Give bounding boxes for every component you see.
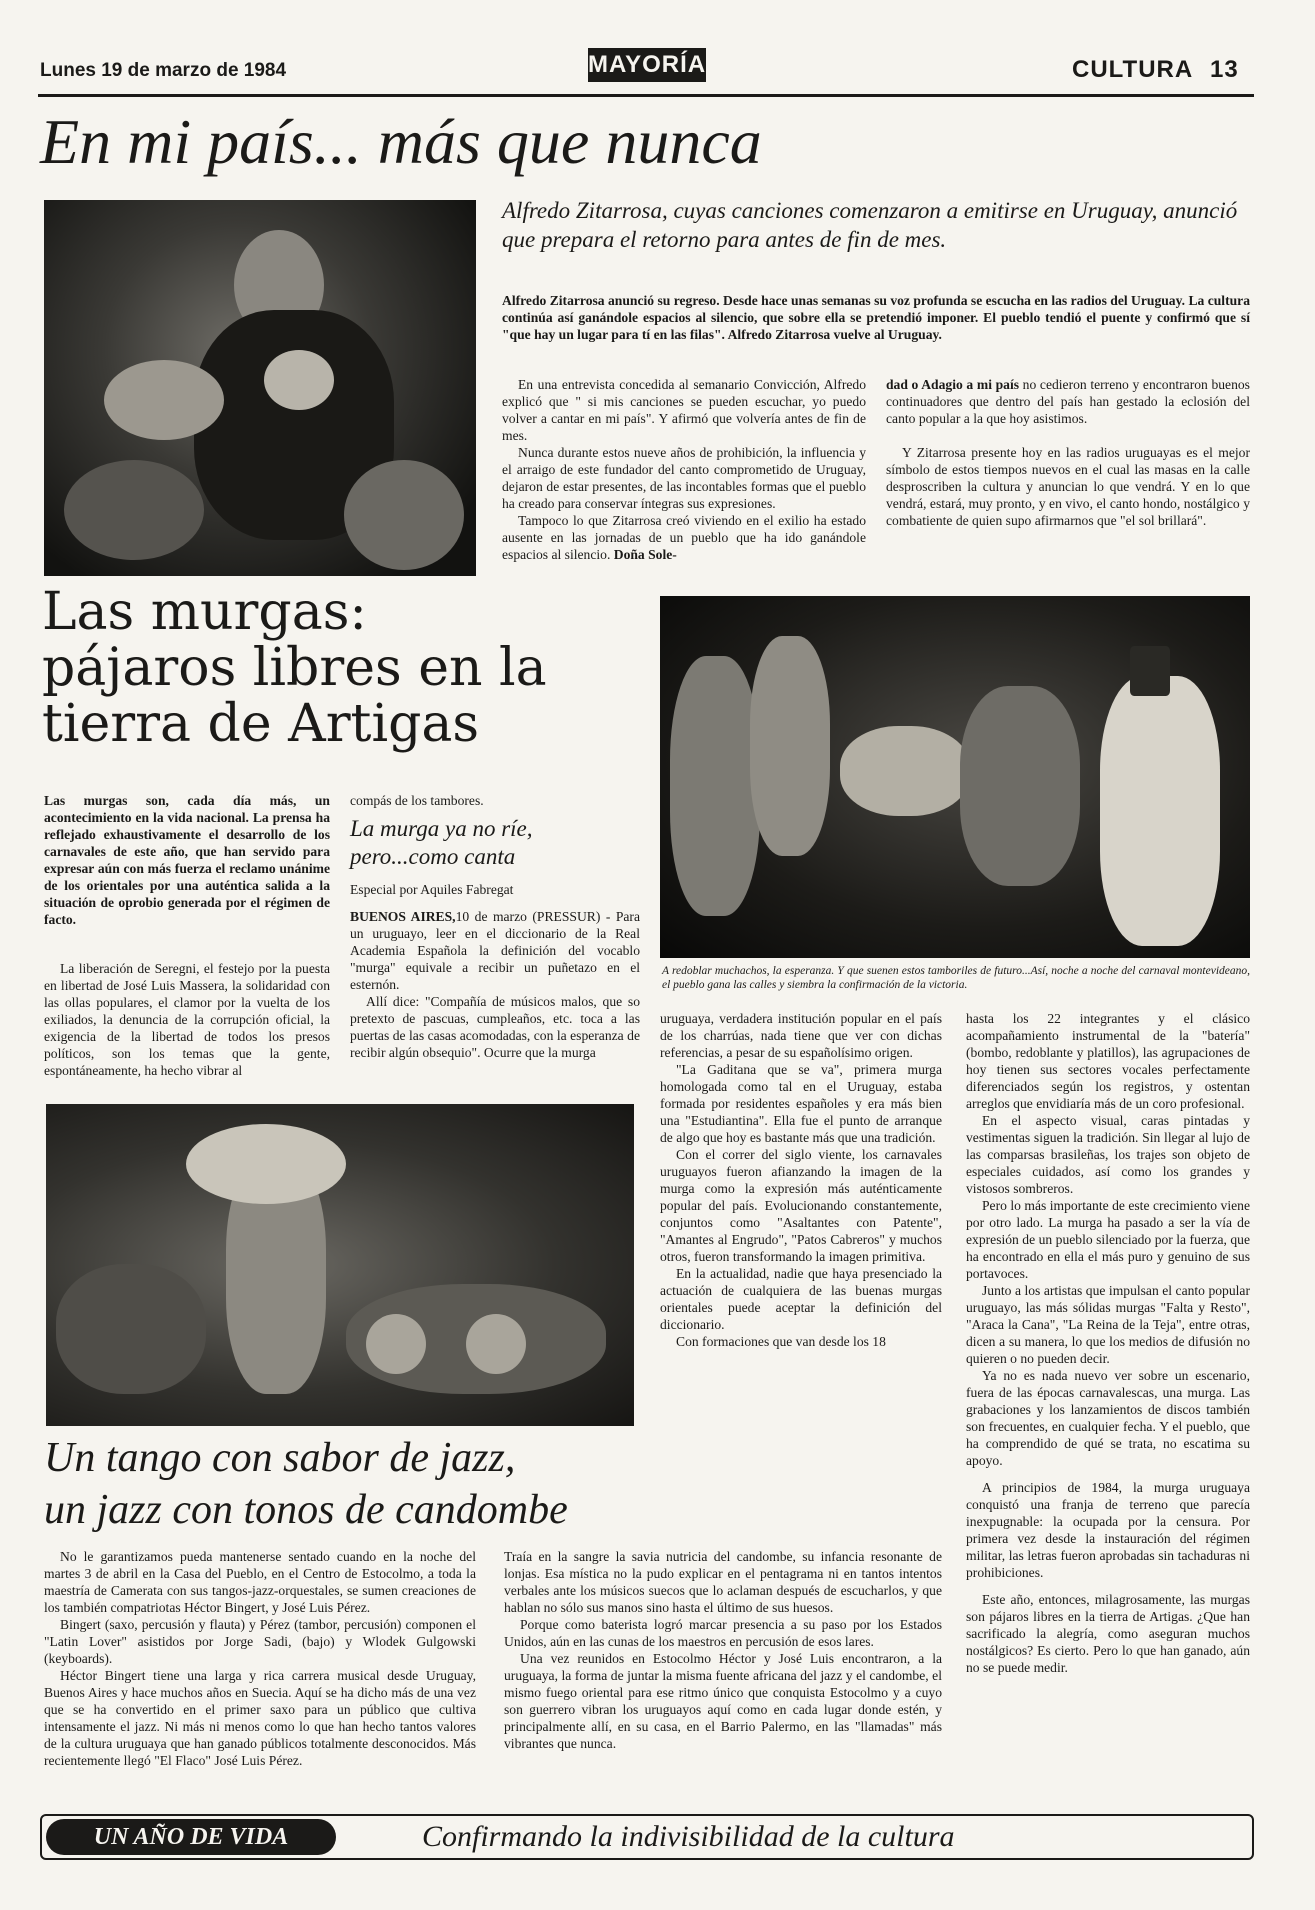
murgas-paragraph: uruguaya, verdadera institución popular en el país de los charrúas, nada tiene que ver con dichas referencias, a pesar de su españolísimo origen. [660,1011,942,1060]
murgas-paragraph: Junto a los artistas que impulsan el canto popular uruguayo, las más sólidas murgas "Falta y Resto", "Araca la Cana", "La Reina de la Teja", entre otras, dicen a su manera, lo que los medios de difusión no quieren o no pueden decir. [966,1283,1250,1366]
murga-drummers-photo [660,596,1250,958]
murgas-paragraph: La liberación de Seregni, el festejo por la puesta en libertad de José Luis Massera, la solidaridad con las ollas populares, el clamor por la vuelta de los exiliados, la denuncia de la corrupción oficial, la exigencia de la libertad de todos los presos políticos, son los temas que la gente, espontáneamente, ha hecho vibrar al [44,961,330,1078]
murgas-paragraph: A principios de 1984, la murga uruguaya conquistó una franja de terreno que parecía inexpugnable: la ocupada por la censura. Por primera vez desde la instauración del régimen militar, las letras fueron aprobadas sin tachaduras ni prohibiciones. [966,1480,1250,1580]
murgas-paragraph: Este año, entonces, milagrosamente, las murgas son pájaros libres en la tierra de Artigas. ¿Que han sacrificado la alegría, como aseguran muchos nostálgicos? Es cierto. Pero lo que han ganado, aún no se puede medir. [966,1592,1250,1675]
murgas-col-4 [966,1010,1250,1676]
masthead-logo [588,48,706,82]
zitarrosa-paragraph: Y Zitarrosa presente hoy en las radios uruguayas es el mejor símbolo de estos tiempos nuevos en el cual las masas en la calle desproscriben la cultura y anuncian lo que vendrá. Y en lo que vendrá, estará, muy pronto, y en vivo, el canto hondo, nostálgico y combatiente de quien supo afirmarnos que "el sol brillará". [886,445,1250,528]
murgas-dateline: BUENOS AIRES, [350,909,456,924]
zitarrosa-bold-tail: Doña Sole- [613,547,677,562]
tango-paragraph: Porque como baterista logró marcar presencia a su paso por los Estados Unidos, aún en las cunas de los maestros en percusión de esos lares. [504,1617,942,1649]
zitarrosa-paragraph: En una entrevista concedida al semanario Convicción, Alfredo explicó que " si mis canciones se pueden escuchar, yo puedo volver a cantar en mi país". Y afirmó que volvería antes de fin de mes. [502,377,866,443]
murgas-paragraph: Ya no es nada nuevo ver sobre un escenario, fuera de las épocas carnavalescas, una murga. Las grabaciones y los lanzamientos de discos también son frecuentes, en cualquier fecha. Y el pueblo, que ha comprendido de qué se trata, no escatima su apoyo. [966,1368,1250,1468]
zitarrosa-col-1 [502,376,866,563]
murga-photo-caption: A redoblar muchachos, la esperanza. Y que suenen estos tamboriles de futuro...Así, noche a noche del carnaval montevideano, el pueblo gana las calles y siembra la confirmación de la victoria. [662,965,1250,991]
zitarrosa-headline: En mi país... más que nunca [40,106,762,177]
footer-banner [40,1814,1254,1860]
murga-dancer-photo [46,1104,634,1426]
murgas-paragraph: En la actualidad, nadie que haya presenciado la actuación de cualquiera de las buenas murgas orientales puede aceptar la definición del diccionario. [660,1266,942,1332]
tango-paragraph: Bingert (saxo, percusión y flauta) y Pérez (tambor, percusión) componen el "Latin Lover" asistidos por Jorge Sadi, (bajo) y Wlodek Gulgowski (keyboards). [44,1617,476,1666]
footer-tag [46,1819,336,1855]
murgas-headline-line: pájaros libres en la [42,638,547,698]
footer-slogan: Confirmando la indivisibilidad de la cultura [422,1820,955,1853]
murgas-intro [44,960,330,1079]
tango-headline-line: Un tango con sabor de jazz, [44,1435,516,1481]
tango-col-1 [44,1548,476,1769]
murgas-lead: Las murgas son, cada día más, un acontecimiento en la vida nacional. La prensa ha reflejado exhaustivamente el desarrollo de los carnavales de este año, que han servido para expresar aún con más fuerza el reclamo unánime de los orientales por una auténtica salida a la situación de oprobio generada por el régimen de facto. [44,793,330,927]
tango-paragraph: Héctor Bingert tiene una larga y rica carrera musical desde Uruguay, Buenos Aires y hace muchos años en Suecia. Aquí se ha dicho más de una vez que se ha convertido en el primer saxo para un público que cultiva intensamente el jazz. Ni más ni menos como lo que han hecho tantos valores de la cultura uruguaya que han ganado públicos totalmente desconocidos. Más recientemente llegó "El Flaco" José Luis Pérez. [44,1668,476,1768]
murgas-headline-line: tierra de Artigas [42,694,480,754]
zitarrosa-lead: Alfredo Zitarrosa anunció su regreso. Desde hace unas semanas su voz profunda se escucha en las radios del Uruguay. La cultura continúa así ganándole espacios al silencio, que sobre ella se pretendió imponer. El pueblo tendió el puente y confirmó que sí "que hay un lugar para tí en las filas". Alfredo Zitarrosa vuelve al Uruguay. [502,293,1250,343]
zitarrosa-paragraph: Nunca durante estos nueve años de prohibición, la influencia y el arraigo de este fundador del canto comprometido de Uruguay, dejaron de estar presentes, de las incontables formas que el pueblo ha creado para conservar íntegras sus expresiones. [502,445,866,511]
murgas-paragraph: compás de los tambores. [350,793,484,808]
murgas-paragraph: "La Gaditana que se va", primera murga homologada como tal en el Uruguay, estaba formada por residentes españoles y era más bien una "Estudiantina". Ella fue el punto de arranque de algo que hoy es bastante más que una tradición. [660,1062,942,1145]
section-name: CULTURA [1072,56,1193,83]
tango-paragraph: Una vez reunidos en Estocolmo Héctor y José Luis encontraron, a la uruguaya, la forma de juntar la misma fuente africana del jazz y el candombe, el mismo fuego oriental para ese ritmo único que conquista Estocolmo y a cuyo son guerrero vibran los uruguayos aquí como en cada lugar donde estén, y principalmente allí, en su casa, en el Barrio Palermo, en las "llamadas" más vibrantes que nunca. [504,1651,942,1751]
zitarrosa-bold-head: dad o Adagio a mi país [886,377,1020,392]
murgas-paragraph: En el aspecto visual, caras pintadas y vestimentas siguen la tradición. Sin llegar al lujo de las comparsas brasileñas, los trajes son objeto de especiales cuidados, así como los grandes y vistosos sombreros. [966,1113,1250,1196]
murgas-paragraph: Pero lo más importante de este crecimiento viene por otro lado. La murga ha pasado a ser la vía de expresión de un pueblo silenciado por la fuerza, que ha encontrado en ella el más puro y genuino de sus portavoces. [966,1198,1250,1281]
murgas-col-3 [660,1010,942,1350]
issue-date: Lunes 19 de marzo de 1984 [40,60,287,81]
tango-col-2 [504,1548,942,1752]
murgas-paragraph: Con el correr del siglo viente, los carnavales uruguayos fueron afianzando la imagen de la murga como la expresión más auténticamente popular del país. Evolucionando constantemente, conjuntos como "Asaltantes con Patente", "Amantes al Engrudo", "Patos Cabreros" y muchos otros, fueron transformando la imagen primitiva. [660,1147,942,1264]
tango-paragraph: No le garantizamos pueda mantenerse sentado cuando en la noche del martes 3 de abril en la Casa del Pueblo, en el Centro de Estocolmo, a toda la maestría de Camerata con sus tangos-jazz-orquestales, se sumen creaciones de los también compatriotas Héctor Bingert, y José Luis Pérez. [44,1549,476,1615]
zitarrosa-photo [44,200,476,576]
murgas-headline [42,584,662,752]
page-number: 13 [1209,56,1239,83]
murgas-col-2 [350,792,640,1061]
masthead-text: MAYORÍA [588,51,707,78]
section-label [1072,56,1239,84]
murgas-paragraph: Con formaciones que van desde los 18 [676,1334,886,1349]
tango-headline-line: un jazz con tonos de candombe [44,1487,568,1533]
murgas-paragraph: BUENOS AIRES,10 de marzo (PRESSUR) - Para un uruguayo, leer en el diccionario de la Real Academia Española la definición del vocablo "murga" equivale a recibir un puñetazo en el esternón. [350,909,640,992]
murgas-paragraph: Allí dice: "Compañía de músicos malos, que so pretexto de pascuas, cumpleaños, etc. toca a las puertas de las casas acomodadas, con la esperanza de recibir algún obsequio". Ocurre que la murga [350,994,640,1060]
murgas-subhead: La murga ya no ríe, pero...como canta [350,816,533,869]
footer-tag-text: UN AÑO DE VIDA [93,1824,289,1850]
tango-paragraph: Traía en la sangre la savia nutricia del candombe, su infancia resonante de lonjas. Esa mística no la pudo explicar en el pentagrama ni en tantos intentos verbales ante los músicos suecos que lo aclaman después de escucharlos, y que hablan no sólo sus manos sino hasta el último de sus huesos. [504,1549,942,1615]
header-rule [38,94,1254,97]
tango-headline [44,1432,764,1536]
murgas-headline-line: Las murgas: [42,582,367,642]
zitarrosa-paragraph: dad o Adagio a mi país no cedieron terreno y encontraron buenos continuadores que dentro del país han gestado la eclosión del canto popular a la que hoy asistimos. [886,377,1250,426]
zitarrosa-deck: Alfredo Zitarrosa, cuyas canciones comenzaron a emitirse en Uruguay, anunció que prepara el retorno para antes de fin de mes. [502,198,1238,252]
zitarrosa-col-2 [886,376,1250,529]
murgas-byline: Especial por Aquiles Fabregat [350,882,514,897]
murgas-paragraph: hasta los 22 integrantes y el clásico acompañamiento instrumental de la "batería" (bombo, redoblante y platillos), las agrupaciones de hoy tienen sus sectores vocales perfectamente diferenciados según los registros, y ostentan arreglos que envidiaría más de un coro profesional. [966,1011,1250,1111]
zitarrosa-paragraph: Tampoco lo que Zitarrosa creó viviendo en el exilio ha estado ausente en las jornadas de un pueblo que ha ido ganándole espacios al silencio. Doña Sole- [502,513,866,562]
